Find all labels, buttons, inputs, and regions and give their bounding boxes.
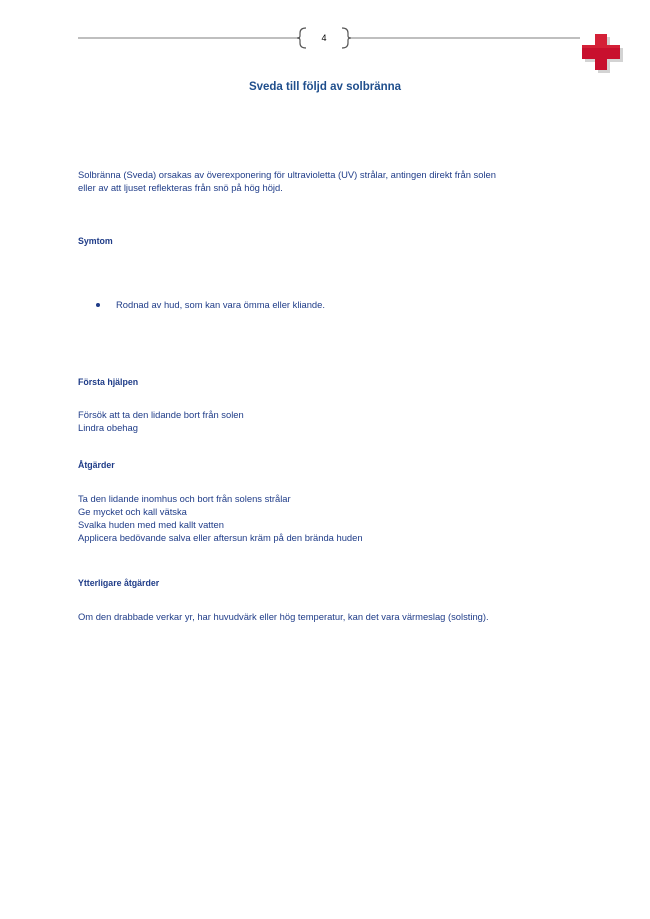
right-brace-icon: [342, 28, 351, 48]
left-brace-icon: [297, 28, 306, 48]
action-item: Svalka huden med med kallt vatten: [78, 519, 224, 530]
first-aid-heading: Första hjälpen: [78, 377, 139, 387]
document-title: Sveda till följd av solbränna: [248, 81, 402, 93]
actions-heading: Åtgärder: [78, 460, 115, 470]
first-aid-item: Försök att ta den lidande bort från solen: [78, 409, 244, 420]
action-item: Ge mycket och kall vätska: [78, 506, 187, 517]
symptom-item: Rodnad av hud, som kan vara ömma eller kliande.: [96, 298, 325, 311]
symptom-heading: Symtom: [78, 236, 113, 246]
action-item: Ta den lidande inomhus och bort från solens strålar: [78, 493, 291, 504]
further-actions-text: Om den drabbade verkar yr, har huvudvärk eller hög temperatur, kan det vara värmeslag (solsting).: [78, 611, 489, 622]
page-number: 4: [321, 33, 327, 43]
intro-paragraph: [78, 168, 588, 194]
first-aid-list: [78, 408, 588, 434]
symptom-list: [96, 298, 325, 311]
actions-list: [78, 492, 588, 544]
red-cross-icon: [580, 33, 624, 73]
page-header: [0, 26, 650, 56]
action-item: Applicera bedövande salva eller aftersun kräm på den brända huden: [78, 532, 363, 543]
further-actions-heading: Ytterligare åtgärder: [78, 578, 160, 588]
intro-line: Solbränna (Sveda) orsakas av överexponering för ultravioletta (UV) strålar, antingen direkt från solen: [78, 169, 496, 180]
first-aid-item: Lindra obehag: [78, 422, 138, 433]
intro-line: eller av att ljuset reflekteras från snö på hög höjd.: [78, 182, 283, 193]
